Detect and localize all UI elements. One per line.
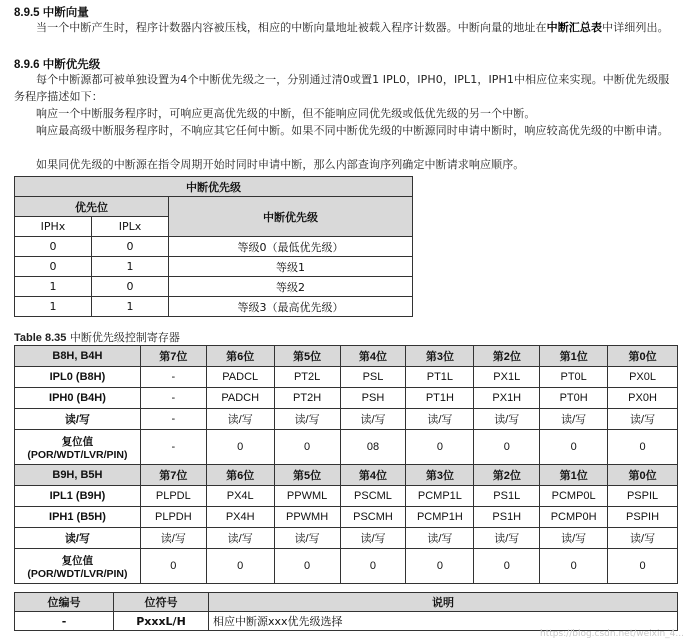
register-cell: PSPIL [608, 486, 678, 507]
register-cell: PS1L [474, 486, 540, 507]
reset-value-cell: 0 [274, 430, 340, 465]
paragraph-interrupt-vector [14, 19, 678, 36]
register-cell: PS1H [474, 507, 540, 528]
register-row-iph0 [15, 388, 678, 409]
register-cell: 读/写 [206, 409, 274, 430]
priority-table [14, 176, 413, 317]
register-cell: PADCH [206, 388, 274, 409]
register-cell: PPWMH [274, 507, 340, 528]
register-cell: 读/写 [340, 528, 406, 549]
register-cell: IPL0 (B8H) [15, 367, 141, 388]
table-cell: 等级1 [169, 257, 413, 277]
register-cell: PLPDL [140, 486, 206, 507]
register-cell: PX4L [206, 486, 274, 507]
paragraph-text: 响应最高级中断服务程序时，不响应其它任何中断。如果不同中断优先级的中断源同时申请中断时，响应较高优先级的中断申请。 [36, 124, 669, 137]
reset-value-cell: 0 [474, 430, 540, 465]
paragraph-text: 当一个中断产生时，程序计数器内容被压栈，相应的中断向量地址被载入程序计数器。中断向量的地址在 [36, 21, 547, 34]
paragraph-text-tail: 中详细列出。 [602, 21, 669, 34]
register-header-cell: 第6位 [206, 465, 274, 486]
register-cell: PCMP1H [406, 507, 474, 528]
register-header-cell: B9H, B5H [15, 465, 141, 486]
register-header-cell: 第3位 [406, 465, 474, 486]
register-cell: 读/写 [15, 528, 141, 549]
register-row-iph1 [15, 507, 678, 528]
reset-value-cell: 0 [406, 549, 474, 584]
reset-value-cell: 0 [206, 430, 274, 465]
bold-term: 中断汇总表 [546, 21, 603, 34]
paragraph-text: 如果同优先级的中断源在指令周期开始时同时申请中断，那么内部查询序列确定中断请求响应顺序。 [36, 158, 525, 171]
reset-value-cell: 0 [140, 549, 206, 584]
reset-label: 复位值 [61, 435, 94, 448]
reset-value-cell: 0 [340, 549, 406, 584]
register-header-cell: 第0位 [608, 346, 678, 367]
table-caption-text: 中断优先级控制寄存器 [69, 331, 180, 344]
register-row-reset [15, 549, 678, 584]
register-cell: 读/写 [474, 528, 540, 549]
table-row [15, 297, 413, 317]
register-cell: PT1L [406, 367, 474, 388]
register-cell: 读/写 [540, 528, 608, 549]
register-cell: - [140, 409, 206, 430]
register-cell: 读/写 [15, 409, 141, 430]
bit-number-cell: - [15, 612, 114, 631]
reset-label-cell [15, 430, 141, 465]
paragraph-priority-intro [14, 71, 678, 105]
reset-value-cell: - [140, 430, 206, 465]
register-cell: 读/写 [406, 528, 474, 549]
register-header-cell: 第3位 [406, 346, 474, 367]
register-header-row [15, 465, 678, 486]
table-cell: 1 [92, 257, 169, 277]
reset-value-cell: 0 [406, 430, 474, 465]
register-row-rw [15, 528, 678, 549]
table-cell: 0 [15, 257, 92, 277]
table-caption-label: Table 8.35 [14, 332, 67, 344]
register-cell: PT1H [406, 388, 474, 409]
priority-bit-group-header: 优先位 [15, 197, 169, 217]
register-cell: PX1L [474, 367, 540, 388]
table-caption [14, 329, 180, 345]
register-cell: PT0H [540, 388, 608, 409]
register-header-cell: 第2位 [474, 346, 540, 367]
paragraph-priority-rule1 [14, 105, 678, 122]
reset-value-cell: 0 [206, 549, 274, 584]
register-header-cell: 第7位 [140, 346, 206, 367]
register-header-cell: 第5位 [274, 465, 340, 486]
table-cell: 0 [15, 237, 92, 257]
register-cell: 读/写 [474, 409, 540, 430]
table-cell: 0 [92, 277, 169, 297]
register-cell: PT2H [274, 388, 340, 409]
bit-number-header: 位编号 [15, 593, 114, 612]
register-cell: IPH0 (B4H) [15, 388, 141, 409]
register-cell: 读/写 [206, 528, 274, 549]
register-row-ipl1 [15, 486, 678, 507]
paragraph-priority-rule2 [14, 122, 678, 139]
register-cell: 读/写 [608, 409, 678, 430]
register-header-cell: 第4位 [340, 465, 406, 486]
table-row [15, 237, 413, 257]
register-header-cell: 第1位 [540, 346, 608, 367]
register-cell: IPH1 (B5H) [15, 507, 141, 528]
register-cell: PCMP0H [540, 507, 608, 528]
register-cell: PSH [340, 388, 406, 409]
watermark: https://blog.csdn.net/weixin_4... [539, 629, 684, 639]
reset-value-cell: 08 [340, 430, 406, 465]
table-row [15, 277, 413, 297]
table-cell: 1 [15, 297, 92, 317]
register-cell: - [140, 388, 206, 409]
register-cell: 读/写 [540, 409, 608, 430]
register-cell: 读/写 [274, 528, 340, 549]
register-header-cell: 第5位 [274, 346, 340, 367]
table-cell: 等级0（最低优先级） [169, 237, 413, 257]
description-cell: 相应中断源xxx优先级选择 [209, 612, 678, 631]
table-cell: 1 [92, 297, 169, 317]
register-cell: PCMP1L [406, 486, 474, 507]
reset-value-cell: 0 [608, 549, 678, 584]
register-cell: - [140, 367, 206, 388]
section-heading-interrupt-vector: 8.9.5 中断向量 [14, 7, 89, 19]
register-header-cell: 第1位 [540, 465, 608, 486]
register-cell: 读/写 [608, 528, 678, 549]
reset-sources-label: (POR/WDT/LVR/PIN) [27, 448, 128, 461]
register-cell: PADCL [206, 367, 274, 388]
register-cell: 读/写 [274, 409, 340, 430]
table-row [15, 257, 413, 277]
register-cell: PX0H [608, 388, 678, 409]
register-header-cell: 第0位 [608, 465, 678, 486]
reset-value-cell: 0 [540, 549, 608, 584]
register-cell: PSPIH [608, 507, 678, 528]
paragraph-text: 响应一个中断服务程序时，可响应更高优先级的中断，但不能响应同优先级或低优先级的另一个中断。 [36, 107, 536, 120]
reset-value-cell: 0 [540, 430, 608, 465]
register-cell: PX4H [206, 507, 274, 528]
register-header-cell: B8H, B4H [15, 346, 141, 367]
bit-symbol-header: 位符号 [114, 593, 209, 612]
register-header-cell: 第4位 [340, 346, 406, 367]
table-cell: 1 [15, 277, 92, 297]
table-cell: 等级3（最高优先级） [169, 297, 413, 317]
paragraph-text: 每个中断源都可被单独设置为4个中断优先级之一，分别通过清0或置1 IPL0，IPH0，IPL1，IPH1中相应位来实现。中断优先级服务程序描述如下： [14, 73, 670, 103]
reset-label: 复位值 [61, 554, 94, 567]
bit-description-table [14, 592, 678, 631]
reset-value-cell: 0 [274, 549, 340, 584]
priority-table-title: 中断优先级 [15, 177, 413, 197]
register-cell: PSL [340, 367, 406, 388]
iplx-header: IPLx [92, 217, 169, 237]
bit-symbol-cell: PxxxL/H [114, 612, 209, 631]
description-header: 说明 [209, 593, 678, 612]
register-cell: PX0L [608, 367, 678, 388]
register-cell: PX1H [474, 388, 540, 409]
register-cell: 读/写 [140, 528, 206, 549]
reset-value-cell: 0 [474, 549, 540, 584]
reset-label-cell [15, 549, 141, 584]
register-header-cell: 第2位 [474, 465, 540, 486]
register-row-reset [15, 430, 678, 465]
iphx-header: IPHx [15, 217, 92, 237]
register-cell: 读/写 [340, 409, 406, 430]
register-header-row [15, 346, 678, 367]
register-cell: PT0L [540, 367, 608, 388]
register-table [14, 345, 678, 584]
register-cell: PT2L [274, 367, 340, 388]
table-row [15, 612, 678, 631]
register-cell: PLPDH [140, 507, 206, 528]
table-cell: 0 [92, 237, 169, 257]
register-row-rw [15, 409, 678, 430]
register-header-cell: 第6位 [206, 346, 274, 367]
register-cell: IPL1 (B9H) [15, 486, 141, 507]
paragraph-priority-rule3 [14, 156, 678, 173]
reset-value-cell: 0 [608, 430, 678, 465]
register-cell: PCMP0L [540, 486, 608, 507]
reset-sources-label: (POR/WDT/LVR/PIN) [27, 567, 128, 580]
register-cell: 读/写 [406, 409, 474, 430]
table-cell: 等级2 [169, 277, 413, 297]
register-cell: PPWML [274, 486, 340, 507]
priority-level-header: 中断优先级 [169, 197, 413, 237]
register-cell: PSCMH [340, 507, 406, 528]
section-heading-interrupt-priority: 8.9.6 中断优先级 [14, 59, 101, 71]
register-header-cell: 第7位 [140, 465, 206, 486]
register-row-ipl0 [15, 367, 678, 388]
register-cell: PSCML [340, 486, 406, 507]
